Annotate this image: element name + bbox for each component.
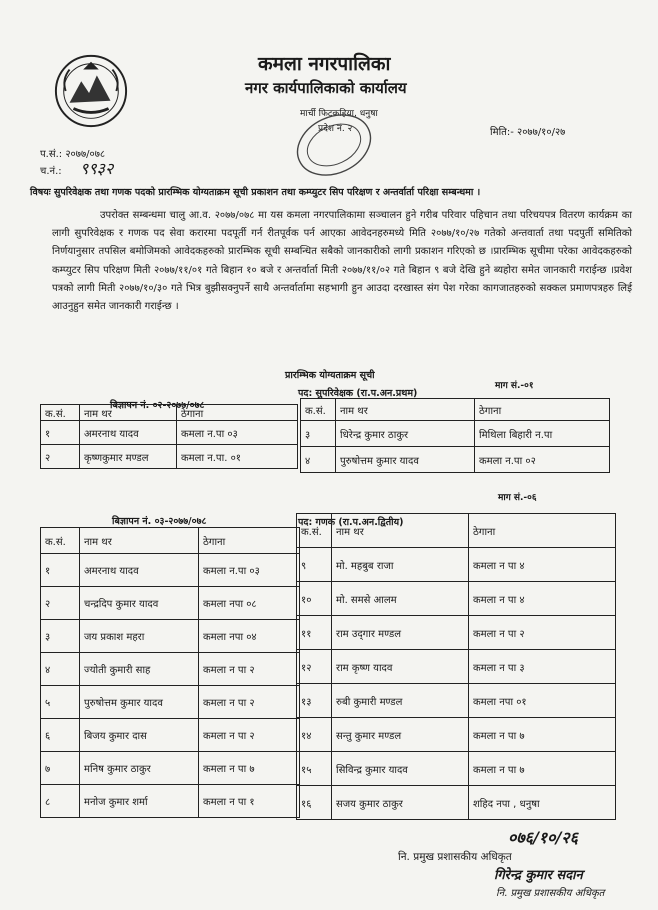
- cell-name: कृष्णकुमार मण्डल: [80, 445, 177, 469]
- cell-serial: ४: [41, 653, 80, 686]
- header-address: ठेगाना: [199, 528, 300, 554]
- cell-serial: ३: [301, 421, 336, 447]
- office-address: मार्ची फिटकहिया, धनुषा: [300, 109, 378, 119]
- cell-serial: २: [41, 587, 80, 620]
- cell-name: अमरनाथ यादव: [80, 421, 177, 445]
- cell-address: कमला न.पा ०२: [475, 447, 610, 473]
- cell-name: चन्द्रदिप कुमार यादव: [80, 587, 199, 620]
- table-row: [41, 686, 300, 719]
- table-row: [297, 616, 616, 650]
- section2-table-left: [40, 527, 300, 818]
- cell-address: कमला न पा ७: [199, 752, 300, 785]
- section1-demand: माग सं.-०१: [495, 381, 534, 391]
- table-row: [41, 785, 300, 818]
- cell-address: शहिद नपा , धनुषा: [469, 786, 616, 820]
- list-title: प्रारम्भिक योग्यताक्रम सूची: [285, 370, 375, 381]
- cell-serial: ४: [301, 447, 336, 473]
- cell-name: ज्योती कुमारी साह: [80, 653, 199, 686]
- cell-name: सन्तु कुमार मण्डल: [332, 718, 469, 752]
- cell-name: राम कृष्ण यादव: [332, 650, 469, 684]
- cell-serial: ११: [297, 616, 332, 650]
- header-address: ठेगाना: [469, 514, 616, 548]
- letter-date: मिति:- २०७७/१०/२७: [490, 127, 566, 138]
- cell-name: धिरेन्द्र कुमार ठाकुर: [336, 421, 475, 447]
- cell-serial: ३: [41, 620, 80, 653]
- cell-name: पुरुषोत्तम कुमार यादव: [336, 447, 475, 473]
- section1-table-right: [300, 398, 610, 473]
- cell-serial: १६: [297, 786, 332, 820]
- table-row: [41, 653, 300, 686]
- header-address: ठेगाना: [475, 399, 610, 421]
- table-row: [41, 752, 300, 785]
- table-row: [297, 548, 616, 582]
- table-row: [301, 421, 610, 447]
- cell-address: कमला न पा ७: [469, 752, 616, 786]
- cell-name: मो. महबुब राजा: [332, 548, 469, 582]
- cell-name: मनोज कुमार शर्मा: [80, 785, 199, 818]
- cell-serial: १: [41, 554, 80, 587]
- nepal-emblem-icon: [52, 52, 130, 130]
- cell-address: कमला न पा ३: [469, 650, 616, 684]
- header-serial: क.सं.: [297, 514, 332, 548]
- cell-name: सिविन्द्र कुमार यादव: [332, 752, 469, 786]
- cell-serial: १: [41, 421, 80, 445]
- table-row: [301, 447, 610, 473]
- cell-serial: ५: [41, 686, 80, 719]
- header-serial: क.सं.: [41, 405, 80, 421]
- cell-address: कमला नपा ०८: [199, 587, 300, 620]
- cell-name: जय प्रकाश महरा: [80, 620, 199, 653]
- municipality-name: कमला नगरपालिका: [258, 53, 391, 75]
- section1-advert: बिज्ञापन नं. ०२-२०७७/०७८: [110, 400, 205, 411]
- cell-serial: १४: [297, 718, 332, 752]
- province-label: प्रदेश नं. २: [318, 124, 353, 134]
- cell-address: कमला न पा २: [199, 719, 300, 752]
- cell-serial: १०: [297, 582, 332, 616]
- office-stamp-icon: [292, 112, 376, 178]
- header-name: नाम थर: [332, 514, 469, 548]
- header-name: नाम थर: [80, 405, 177, 421]
- cell-address: कमला न पा २: [469, 616, 616, 650]
- cell-address: कमला न पा ४: [469, 582, 616, 616]
- cell-name: बिजय कुमार दास: [80, 719, 199, 752]
- office-name: नगर कार्यपालिकाको कार्यालय: [245, 79, 407, 97]
- table-row: [41, 421, 298, 445]
- cell-name: मनिष कुमार ठाकुर: [80, 752, 199, 785]
- cell-address: कमला नपा ०४: [199, 620, 300, 653]
- table-row: [297, 786, 616, 820]
- table-row: [41, 445, 298, 469]
- cell-address: कमला न पा ७: [469, 718, 616, 752]
- cell-address: मिथिला बिहारी न.पा: [475, 421, 610, 447]
- table-row: [41, 554, 300, 587]
- header-name: नाम थर: [80, 528, 199, 554]
- cell-serial: २: [41, 445, 80, 469]
- cell-serial: १३: [297, 684, 332, 718]
- cell-address: कमला न.पा ०३: [199, 554, 300, 587]
- cell-serial: १५: [297, 752, 332, 786]
- section2-post: पद: गणक (रा.प.अन.द्वितीय): [298, 517, 404, 528]
- cell-serial: ८: [41, 785, 80, 818]
- header-serial: क.सं.: [301, 399, 336, 421]
- cell-serial: ७: [41, 752, 80, 785]
- section2-demand: माग सं.-०६: [498, 493, 537, 503]
- section2-advert: बिज्ञापन नं. ०३-२०७७/०७८: [112, 516, 207, 527]
- reference-number: प.सं.: २०७७/०७८: [40, 149, 106, 160]
- header-address: ठेगाना: [177, 405, 298, 421]
- cell-address: कमला न पा ४: [469, 548, 616, 582]
- table-row: [297, 684, 616, 718]
- cell-serial: १२: [297, 650, 332, 684]
- signatory-name: गिरेन्द्र कुमार सदान: [494, 868, 583, 883]
- cell-serial: ९: [297, 548, 332, 582]
- cell-address: कमला न पा २: [199, 653, 300, 686]
- signatory-title: नि. प्रमुख प्रशासकीय अधिकृत: [496, 888, 605, 899]
- cell-address: कमला न पा २: [199, 686, 300, 719]
- signatory-designation: नि. प्रमुख प्रशासकीय अधिकृत: [398, 851, 512, 863]
- table-row: [41, 620, 300, 653]
- dispatch-number: ९९३२: [80, 159, 114, 178]
- table-row: [41, 719, 300, 752]
- header-name: नाम थर: [336, 399, 475, 421]
- dispatch-label: च.नं.:: [40, 166, 62, 177]
- cell-address: कमला नपा ०१: [469, 684, 616, 718]
- cell-address: कमला न.पा. ०१: [177, 445, 298, 469]
- table-row: [297, 718, 616, 752]
- cell-name: राम उद्‌गार मण्डल: [332, 616, 469, 650]
- subject-line: विषयः सुपरिवेक्षक तथा गणक पदको प्रारम्भिक योग्यताक्रम सूची प्रकाशन तथा कम्प्युटर सिप परिक्षण र अन्तर्वार्ता परिक्षा सम्बन्धमा ।: [30, 187, 481, 198]
- cell-address: कमला न.पा ०३: [177, 421, 298, 445]
- cell-name: मो. समसे आलम: [332, 582, 469, 616]
- cell-serial: ६: [41, 719, 80, 752]
- header-serial: क.सं.: [41, 528, 80, 554]
- table-row: [41, 587, 300, 620]
- table-row: [297, 582, 616, 616]
- cell-name: अमरनाथ यादव: [80, 554, 199, 587]
- table-row: [297, 752, 616, 786]
- cell-name: पुरुषोत्तम कुमार यादव: [80, 686, 199, 719]
- section2-table-right: [296, 513, 616, 820]
- notice-body: उपरोक्त सम्बन्धमा चालु आ.व. २०७७/०७८ मा यस कमला नगरपालिकामा सञ्चालन हुने गरीब परिवार पहिचान तथा परिचयपत्र वितरण कार्यक्रम का लागी सुपरिवेक्षक र गणक पद सेवा करारमा पदपूर्ती गर्न रीतपूर्वक पर्न आएका आवेदनहरुमध्ये मिति २०७७/१०/२७ गतेको अन्तवार्ता तथा पदपुर्ती समितिको निर्णयानुसार तपसिल बमोजिमको आवेदकहरुको प्रारम्भिक सूची सम्बन्धित सबैको जानकारीको लागी प्रकाशन गरिएको छ ।प्रारम्भिक सूचीमा परेका आवेदकहरुको कम्प्युटर सिप परिक्षण मिती २०७७/११/०१ गते बिहान १० बजे र अन्तर्वार्ता मिती २०७७/११/०२ गते बिहान ९ बजे देखि हुने ब्यहोरा समेत जानकारी गराईन्छ ।प्रवेश पत्रको लागी मिती २०७७/१०/३० गते भित्र बुझीसक्नुपर्ने साथै अन्तर्वार्तामा सहभागी हुन आउदा दरखास्त संग पेश गरेका कागजातहरुको सक्कल प्रमाणपत्रहरु लिई आउनुहुन समेत जानकारी गराईन्छ ।: [52, 210, 632, 313]
- table-row: [297, 650, 616, 684]
- cell-address: कमला न पा १: [199, 785, 300, 818]
- handwritten-signature-date: ०७६/१०/२६: [508, 828, 578, 847]
- cell-name: रुबी कुमारी मण्डल: [332, 684, 469, 718]
- section1-post: पद: सुपरिवेक्षक (रा.प.अन.प्रथम): [298, 388, 418, 399]
- section1-table-left: [40, 404, 298, 469]
- cell-name: सजय कुमार ठाकुर: [332, 786, 469, 820]
